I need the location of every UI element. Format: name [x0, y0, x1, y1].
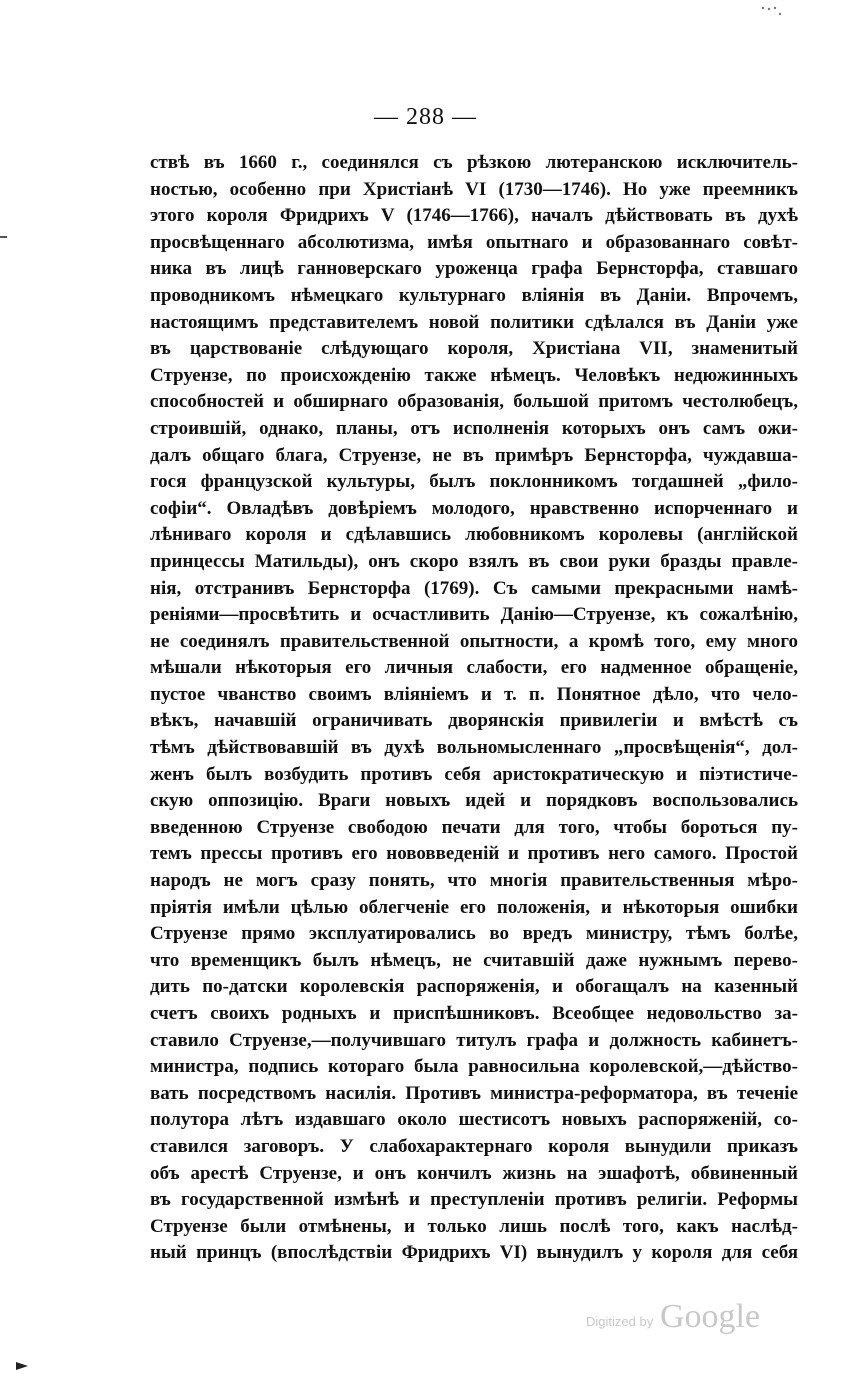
text-line: принцессы Матильды), онъ скоро взялъ въ свои руки бразды правле-	[150, 550, 798, 572]
text-line: Струензе, по происхожденію также нѣмецъ. Человѣкъ недюжинныхъ	[150, 364, 798, 386]
body-text	[150, 150, 798, 1267]
text-line: строившій, однако, планы, отъ исполненія которыхъ онъ самъ ожи-	[150, 417, 798, 439]
text-line: въ государственной измѣнѣ и преступленіи противъ религіи. Реформы	[150, 1189, 798, 1211]
text-line: счетъ своихъ родныхъ и приспѣшниковъ. Всеобщее недовольство за-	[150, 1003, 798, 1024]
text-line: вать посредствомъ насилія. Противъ министра-реформатора, въ теченіе	[150, 1082, 798, 1104]
page-arrow-icon	[16, 1362, 28, 1370]
text-line: далъ общаго блага, Струензе, не въ примѣръ Бернсторфа, чуждавша-	[150, 444, 798, 466]
text-line: женъ былъ возбудить противъ себя аристократическую и піэтистиче-	[150, 763, 798, 785]
text-line: ностью, особенно при Христіанѣ VI (1730—1746). Но уже преемникъ	[150, 178, 798, 200]
text-line: введенною Струензе свободою печати для того, чтобы бороться пу-	[150, 816, 798, 838]
text-line: гося французской культуры, былъ поклонникомъ тогдашней „фило-	[150, 471, 798, 493]
text-line: народъ не могъ сразу понять, что многія правительственныя мѣро-	[150, 870, 798, 892]
text-line: пріятія имѣли цѣлью облегченіе его положенія, и нѣкоторыя ошибки	[150, 896, 798, 918]
text-line: способностей и обширнаго образованія, большой притомъ честолюбецъ,	[150, 391, 798, 413]
text-line: полутора лѣтъ издавшаго около шестисотъ новыхъ распоряженій, со-	[150, 1109, 798, 1131]
text-line: проводникомъ нѣмецкаго культурнаго вліянія въ Даніи. Впрочемъ,	[150, 284, 798, 306]
watermark-google-logo: Google	[660, 1298, 761, 1335]
text-line: министра, подпись котораго была равносильна королевской,—дѣйство-	[150, 1056, 798, 1078]
text-line: темъ прессы противъ его нововведеній и противъ него самого. Простой	[150, 843, 798, 865]
text-line: объ арестѣ Струензе, и онъ кончилъ жизнь на эшафотѣ, обвиненный	[150, 1162, 798, 1184]
text-line: Струензе прямо эксплуатировались во вредъ министру, тѣмъ болѣе,	[150, 923, 798, 945]
text-line: реніями—просвѣтить и осчастливить Данію—Струензе, къ сожалѣнію,	[150, 604, 798, 626]
text-line: лѣниваго короля и сдѣлавшись любовникомъ королевы (англійской	[150, 524, 798, 546]
text-line: ствѣ въ 1660 г., соединялся съ рѣзкою лютеранскою исключитель-	[150, 152, 798, 173]
text-line: Струензе были отмѣнены, и только лишь послѣ того, какъ наслѣд-	[150, 1215, 798, 1237]
text-line: пустое чванство своимъ вліяніемъ и т. п. Понятное дѣло, что чело-	[150, 683, 798, 705]
text-line: нія, отстранивъ Бернсторфа (1769). Съ самыми прекрасными намѣ-	[150, 577, 798, 599]
google-watermark	[586, 1298, 786, 1338]
text-line: ставился заговоръ. У слабохарактернаго короля вынудили приказъ	[150, 1135, 798, 1157]
text-line: скую оппозицію. Враги новыхъ идей и порядковъ воспользовались	[150, 790, 798, 812]
text-line: софіи“. Овладѣвъ довѣріемъ молодого, нравственно испорченнаго и	[150, 497, 798, 519]
text-line: мѣшали нѣкоторыя его личныя слабости, его надменное обращеніе,	[150, 657, 798, 679]
scan-corner-mark	[760, 2, 782, 14]
text-line: что временщикъ былъ нѣмецъ, не считавшій даже нужнымъ перево-	[150, 949, 798, 971]
text-line: ный принцъ (впослѣдствіи Фридрихъ VI) вынудилъ у короля для себя	[150, 1242, 798, 1264]
watermark-digitized-by: Digitized by	[586, 1314, 654, 1329]
text-line: этого короля Фридрихъ V (1746—1766), началъ дѣйствовать въ духѣ	[150, 205, 798, 227]
text-line: не соединялъ правительственной опытности, а кромѣ того, ему много	[150, 630, 798, 652]
text-line: дить по-датски королевскія распоряженія, и обогащалъ на казенный	[150, 976, 798, 998]
margin-tick-mark	[0, 236, 7, 238]
text-line: настоящимъ представителемъ новой политики сдѣлался въ Даніи уже	[150, 311, 798, 333]
text-line: вѣкъ, начавшій ограничивать дворянскія привилегіи и вмѣстѣ съ	[150, 710, 798, 732]
text-line: ника въ лицѣ ганноверскаго уроженца графа Бернсторфа, ставшаго	[150, 258, 798, 280]
text-line: тѣмъ дѣйствовавшій въ духѣ вольномысленнаго „просвѣщенія“, дол-	[150, 737, 798, 759]
text-line: въ царствованіе слѣдующаго короля, Христіана VII, знаменитый	[150, 338, 798, 360]
text-line: просвѣщеннаго абсолютизма, имѣя опытнаго и образованнаго совѣт-	[150, 231, 798, 253]
page-number: — 288 —	[374, 104, 477, 130]
text-line: ставило Струензе,—получившаго титулъ графа и должность кабинетъ-	[150, 1029, 798, 1051]
